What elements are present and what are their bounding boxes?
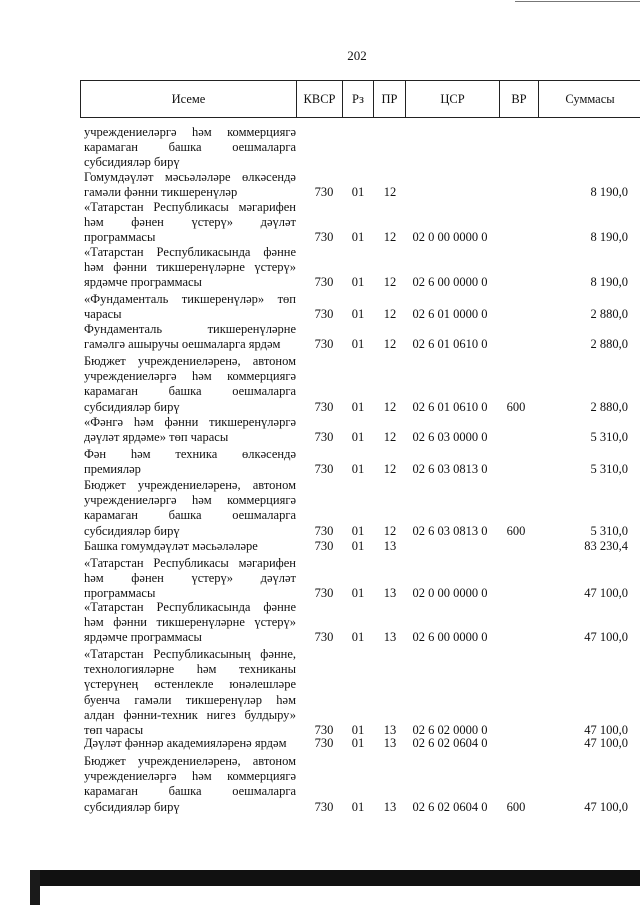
row-name-line: һәм фәнен үстерү» дәүләт — [84, 215, 296, 230]
row-name-line: учреждениеләргә һәм коммерциягә — [84, 493, 296, 508]
row-name-line: һәм фәнен үстерү» дәүләт — [84, 571, 296, 586]
row-pr: 12 — [383, 430, 397, 445]
row-vr: 600 — [506, 523, 526, 538]
page-number: 202 — [347, 48, 367, 63]
row-name-line: Башка гомумдәүләт мәсьәләләре — [84, 539, 258, 553]
row-name — [84, 292, 296, 322]
row-pr: 12 — [383, 462, 397, 477]
row-rz: 01 — [351, 586, 365, 601]
row-name-line: Бюджет учреждениеләренә, автоном — [84, 754, 296, 768]
row-name-line: алдан фәнни-техник нигез булдыру» — [84, 707, 296, 722]
row-name-line: программасы — [84, 230, 156, 245]
row-name-line: Гомумдәүләт мәсьәләләре өлкәсендә — [84, 170, 296, 184]
row-name-line: карамаган башка оешмаларга — [84, 784, 296, 799]
row-name-line: чарасы — [84, 307, 122, 322]
row-name-line: «Фәнгә һәм фәнни тикшеренүләргә — [84, 415, 296, 429]
row-rz: 01 — [351, 799, 365, 814]
table-row — [0, 754, 640, 815]
row-sum: 83 230,4 — [584, 538, 628, 553]
row-name-line: гамәли фәнни тикшеренүләр — [84, 185, 238, 200]
row-name-line: субсидияләр бирү — [84, 523, 180, 538]
row-name — [84, 322, 296, 352]
row-name — [84, 754, 296, 815]
row-name-line: учреждениеләргә һәм коммерциягә — [84, 125, 296, 139]
row-name — [84, 539, 296, 554]
row-kvsr: 730 — [314, 275, 334, 290]
row-name-line: технологияләрне һәм техниканы — [84, 662, 296, 677]
row-sum: 8 190,0 — [590, 275, 628, 290]
row-sum: 47 100,0 — [584, 735, 628, 750]
row-kvsr: 730 — [314, 722, 334, 737]
table-row — [0, 322, 640, 352]
row-rz: 01 — [351, 185, 365, 200]
row-pr: 12 — [383, 307, 397, 322]
row-name — [84, 415, 296, 445]
row-csr: 02 6 00 0000 0 — [412, 630, 488, 645]
row-sum: 5 310,0 — [590, 430, 628, 445]
row-name-line: гамәлгә ашыручы оешмаларга ярдәм — [84, 337, 281, 352]
row-pr: 12 — [383, 185, 397, 200]
row-name-line: ярдәмче программасы — [84, 275, 202, 290]
row-name — [84, 736, 296, 751]
row-rz: 01 — [351, 523, 365, 538]
row-name — [84, 354, 296, 415]
row-sum: 47 100,0 — [584, 586, 628, 601]
row-name-line: карамаган башка оешмаларга — [84, 140, 296, 155]
row-name — [84, 600, 296, 646]
row-pr: 13 — [383, 799, 397, 814]
header-kvsr: КВСР — [297, 81, 343, 117]
row-rz: 01 — [351, 538, 365, 553]
row-name-line: «Татарстан Республикасында фәнне — [84, 245, 296, 259]
row-csr: 02 6 02 0604 0 — [412, 735, 488, 750]
row-kvsr: 730 — [314, 735, 334, 750]
table-row — [0, 415, 640, 445]
row-rz: 01 — [351, 735, 365, 750]
row-name — [84, 478, 296, 539]
table-row — [0, 478, 640, 539]
row-name-line: «Татарстан Республикасының фәнне, — [84, 647, 296, 661]
row-name-line: төп чарасы — [84, 723, 144, 738]
row-name-line: «Татарстан Республикасы мәгарифен — [84, 556, 296, 570]
row-sum: 5 310,0 — [590, 523, 628, 538]
row-csr: 02 6 02 0000 0 — [412, 722, 488, 737]
row-sum: 8 190,0 — [590, 230, 628, 245]
header-rz: Рз — [343, 81, 374, 117]
row-name-line: Дәүләт фәннәр академияләренә ярдәм — [84, 736, 287, 750]
row-sum: 5 310,0 — [590, 462, 628, 477]
row-pr: 12 — [383, 523, 397, 538]
row-sum: 2 880,0 — [590, 307, 628, 322]
row-csr: 02 6 02 0604 0 — [412, 799, 488, 814]
table-row — [0, 125, 640, 171]
row-name-line: субсидияләр бирү — [84, 399, 180, 414]
row-kvsr: 730 — [314, 185, 334, 200]
row-rz: 01 — [351, 462, 365, 477]
row-name-line: субсидияләр бирү — [84, 155, 180, 170]
row-name-line: үстерүнең өстенлекле юнәлешләре — [84, 677, 296, 692]
row-name-line: премияләр — [84, 462, 141, 477]
row-csr: 02 6 01 0000 0 — [412, 307, 488, 322]
row-pr: 13 — [383, 735, 397, 750]
table-row — [0, 736, 640, 751]
row-kvsr: 730 — [314, 430, 334, 445]
header-pr: ПР — [374, 81, 406, 117]
header-name: Исеме — [81, 81, 297, 117]
header-vr: ВР — [500, 81, 539, 117]
table-row — [0, 354, 640, 415]
row-name-line: дәүләт ярдәме» төп чарасы — [84, 430, 229, 445]
scan-edge-bottom — [40, 870, 640, 886]
row-kvsr: 730 — [314, 399, 334, 414]
row-pr: 13 — [383, 538, 397, 553]
row-sum: 8 190,0 — [590, 185, 628, 200]
row-csr: 02 6 01 0610 0 — [412, 399, 488, 414]
row-name-line: Бюджет учреждениеләренә, автоном — [84, 354, 296, 368]
row-pr: 12 — [383, 399, 397, 414]
row-pr: 13 — [383, 586, 397, 601]
row-name — [84, 125, 296, 171]
row-name-line: «Татарстан Республикасында фәнне — [84, 600, 296, 614]
row-rz: 01 — [351, 230, 365, 245]
row-csr: 02 6 03 0000 0 — [412, 430, 488, 445]
table-row — [0, 647, 640, 738]
row-pr: 12 — [383, 230, 397, 245]
row-name-line: ярдәмче программасы — [84, 630, 202, 645]
row-pr: 13 — [383, 630, 397, 645]
table-row — [0, 200, 640, 246]
row-name — [84, 447, 296, 477]
row-name-line: буенча гамәли тикшеренүләр һәм — [84, 692, 296, 707]
row-name-line: Фундаменталь тикшеренүләрне — [84, 322, 296, 336]
row-csr: 02 0 00 0000 0 — [412, 586, 488, 601]
row-pr: 12 — [383, 337, 397, 352]
row-name-line: учреждениеләргә һәм коммерциягә — [84, 369, 296, 384]
table-row — [0, 447, 640, 477]
row-name-line: Бюджет учреждениеләренә, автоном — [84, 478, 296, 492]
row-kvsr: 730 — [314, 630, 334, 645]
table-row — [0, 245, 640, 291]
row-name — [84, 556, 296, 602]
row-csr: 02 6 01 0610 0 — [412, 337, 488, 352]
row-csr: 02 0 00 0000 0 — [412, 230, 488, 245]
row-vr: 600 — [506, 799, 526, 814]
row-kvsr: 730 — [314, 307, 334, 322]
row-sum: 2 880,0 — [590, 337, 628, 352]
row-name-line: карамаган башка оешмаларга — [84, 384, 296, 399]
row-kvsr: 730 — [314, 799, 334, 814]
row-rz: 01 — [351, 275, 365, 290]
header-sum: Суммасы — [565, 92, 615, 106]
table-header — [80, 80, 640, 118]
row-sum: 2 880,0 — [590, 399, 628, 414]
row-csr: 02 6 03 0813 0 — [412, 462, 488, 477]
row-name — [84, 245, 296, 291]
row-rz: 01 — [351, 430, 365, 445]
table-row — [0, 556, 640, 602]
row-name-line: һәм фәнни тикшеренүләрне үстерү» — [84, 615, 296, 630]
row-name-line: Фән һәм техника өлкәсендә — [84, 447, 296, 461]
row-kvsr: 730 — [314, 538, 334, 553]
row-kvsr: 730 — [314, 523, 334, 538]
row-pr: 12 — [383, 275, 397, 290]
row-name-line: «Татарстан Республикасы мәгарифен — [84, 200, 296, 214]
header-csr: ЦСР — [406, 81, 500, 117]
row-rz: 01 — [351, 337, 365, 352]
row-csr: 02 6 03 0813 0 — [412, 523, 488, 538]
row-kvsr: 730 — [314, 230, 334, 245]
row-rz: 01 — [351, 630, 365, 645]
row-name-line: учреждениеләргә һәм коммерциягә — [84, 769, 296, 784]
row-name — [84, 200, 296, 246]
row-rz: 01 — [351, 399, 365, 414]
row-name — [84, 170, 296, 200]
row-sum: 47 100,0 — [584, 630, 628, 645]
row-csr: 02 6 00 0000 0 — [412, 275, 488, 290]
row-kvsr: 730 — [314, 586, 334, 601]
scan-edge-left — [30, 870, 40, 905]
table-row — [0, 600, 640, 646]
row-name-line: программасы — [84, 586, 156, 601]
row-sum: 47 100,0 — [584, 799, 628, 814]
row-rz: 01 — [351, 307, 365, 322]
top-edge-rule — [515, 1, 640, 2]
row-kvsr: 730 — [314, 462, 334, 477]
row-name-line: субсидияләр бирү — [84, 799, 180, 814]
table-row — [0, 292, 640, 322]
row-name-line: «Фундаменталь тикшеренүләр» төп — [84, 292, 296, 306]
row-name — [84, 647, 296, 738]
row-name-line: карамаган башка оешмаларга — [84, 508, 296, 523]
row-kvsr: 730 — [314, 337, 334, 352]
table-row — [0, 539, 640, 554]
row-sum: 47 100,0 — [584, 722, 628, 737]
row-name-line: һәм фәнни тикшеренүләрне үстерү» — [84, 260, 296, 275]
row-vr: 600 — [506, 399, 526, 414]
table-row — [0, 170, 640, 200]
row-rz: 01 — [351, 722, 365, 737]
row-pr: 13 — [383, 722, 397, 737]
